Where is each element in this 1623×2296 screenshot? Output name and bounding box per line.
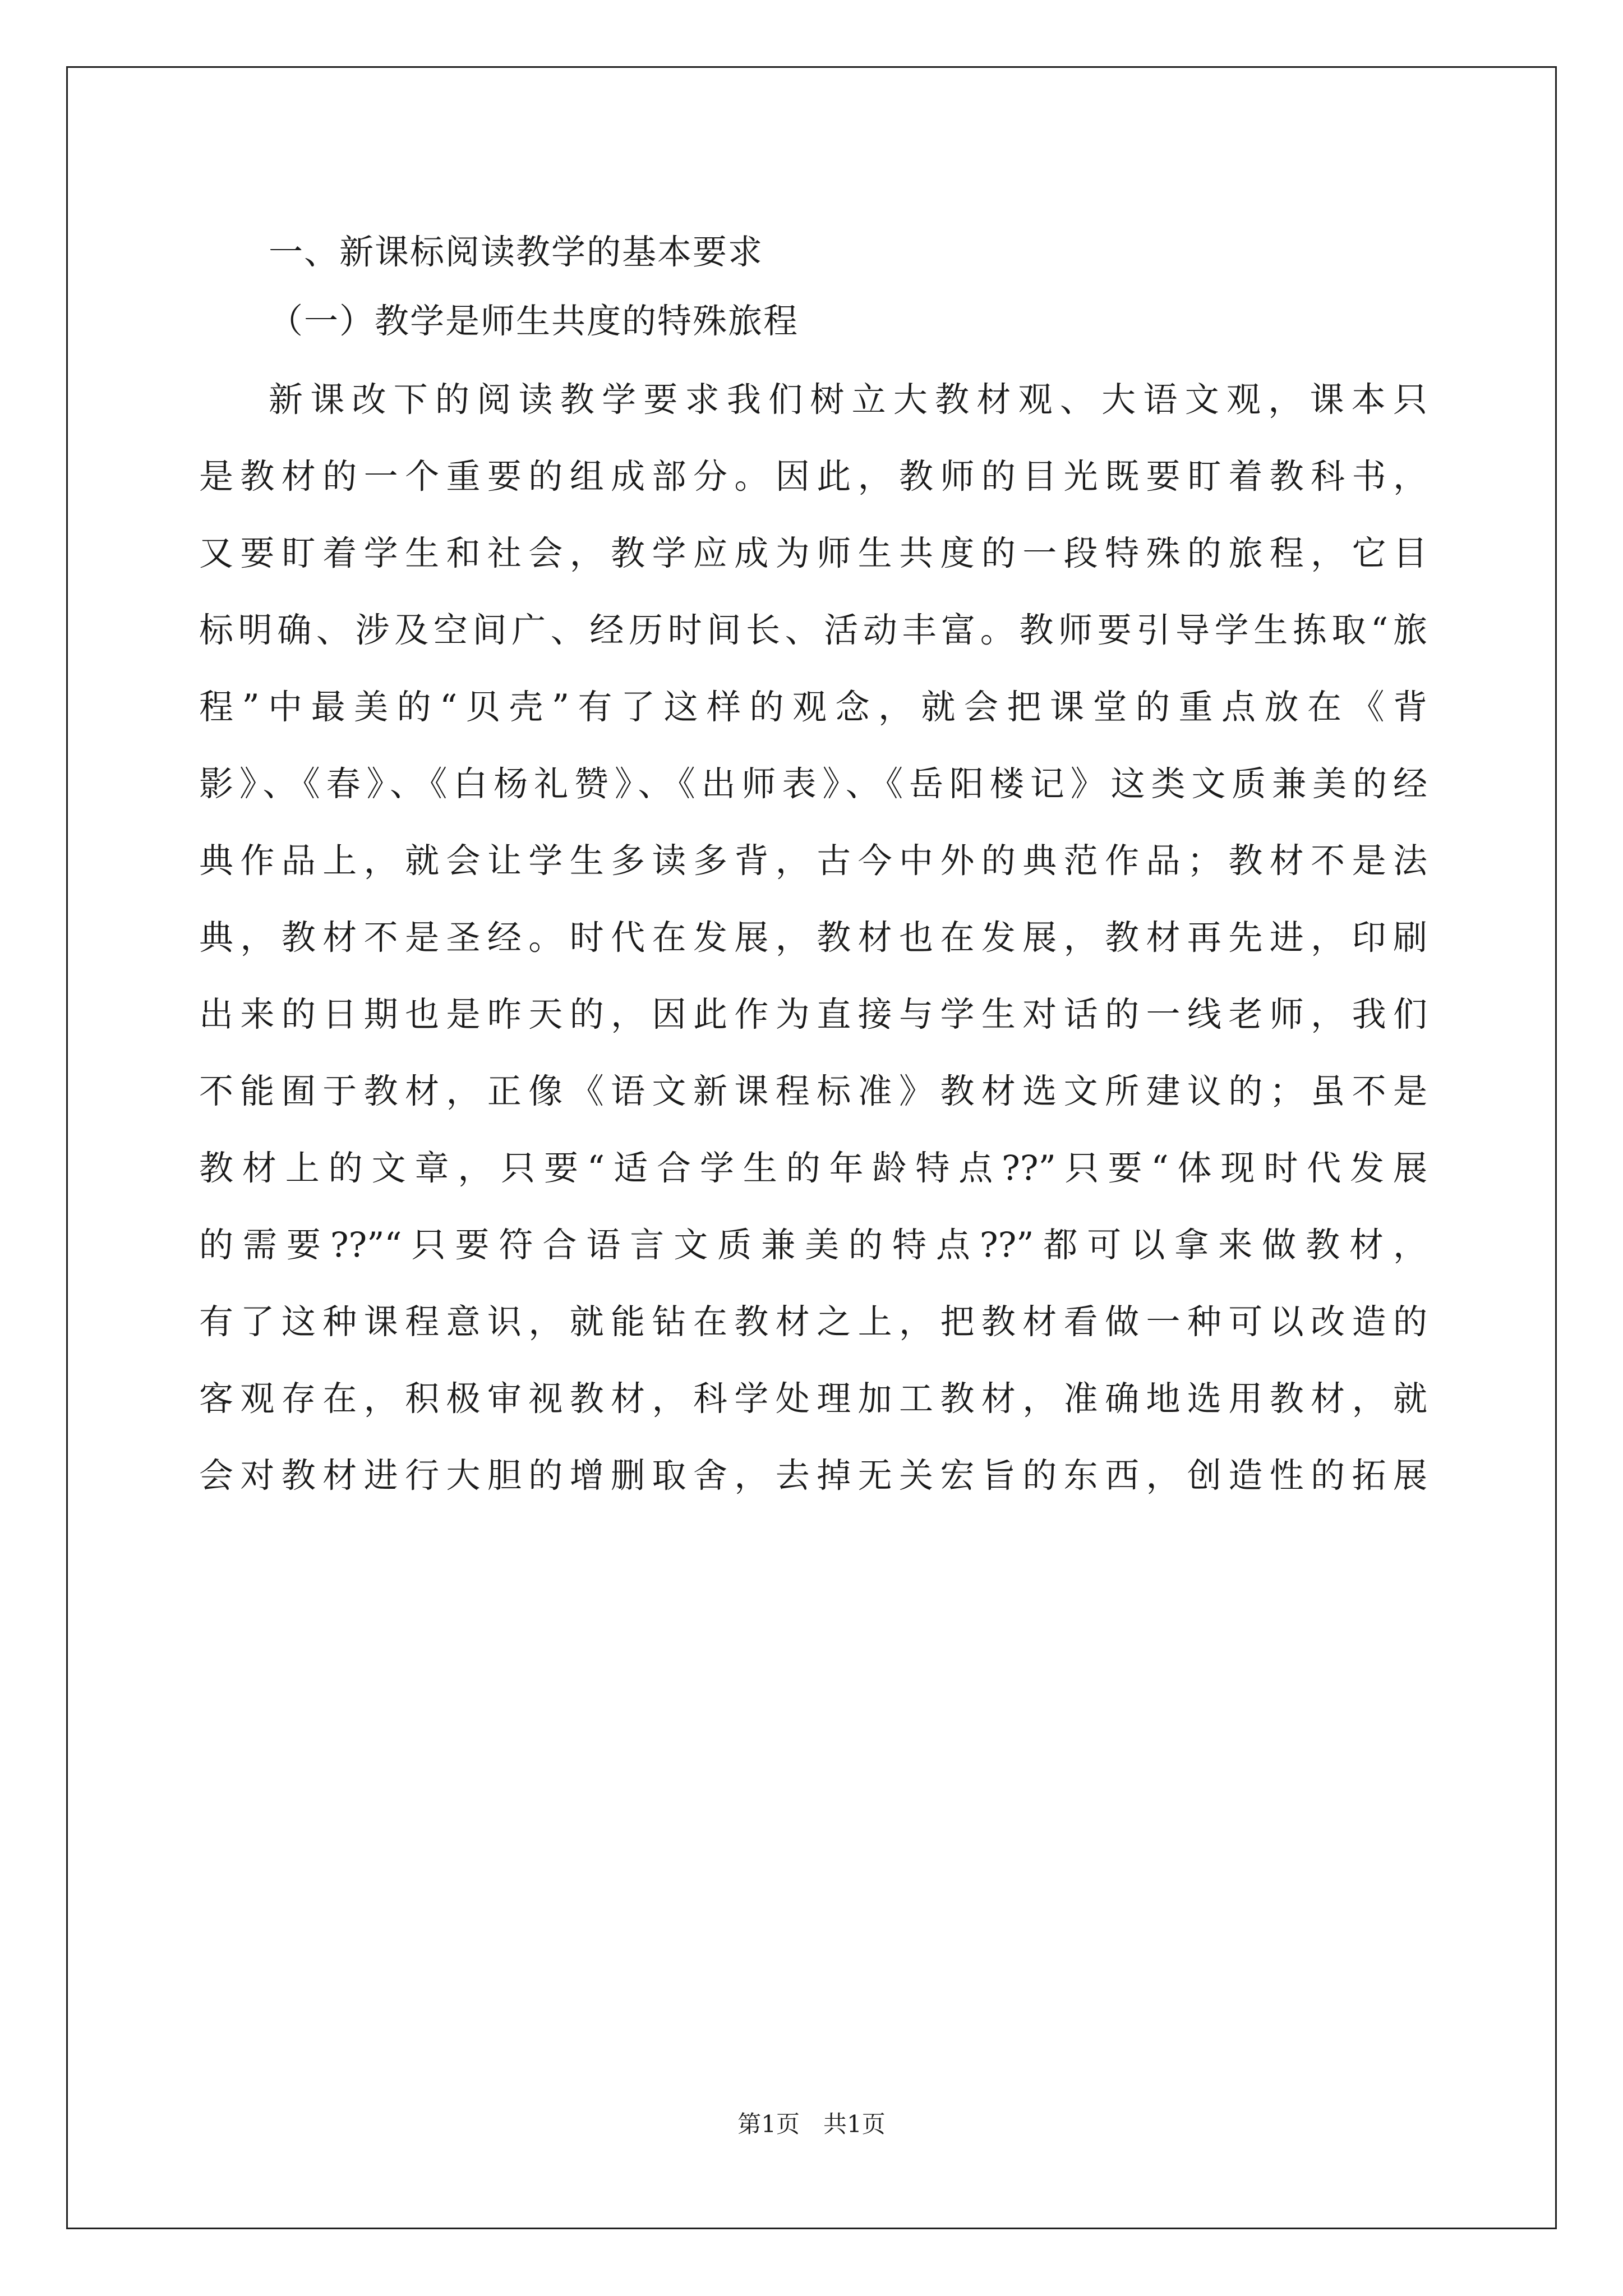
paragraph-line: 出来的日期也是昨天的，因此作为直接与学生对话的一线老师，我们: [199, 995, 1427, 1034]
paragraph-line: 不能囿于教材，正像《语文新课程标准》教材选文所建议的；虽不是: [199, 1071, 1427, 1111]
paragraph: [199, 361, 1427, 1514]
section-heading: 一、新课标阅读教学的基本要求: [269, 232, 764, 272]
paragraph-line: 有了这种课程意识，就能钻在教材之上，把教材看做一种可以改造的: [199, 1302, 1427, 1342]
paragraph-line: 典作品上，就会让学生多读多背，古今中外的典范作品；教材不是法: [199, 841, 1427, 881]
paragraph-line: 教材上的文章，只要“适合学生的年龄特点??”只要“体现时代发展: [199, 1148, 1427, 1188]
page-number-footer: 第1页 共1页: [737, 2110, 886, 2138]
paragraph-line: 的需要??”“只要符合语言文质兼美的特点??”都可以拿来做教材，: [199, 1225, 1427, 1265]
paragraph-line: 新课改下的阅读教学要求我们树立大教材观、大语文观，课本只: [269, 380, 1427, 420]
paragraph-line: 是教材的一个重要的组成部分。因此，教师的目光既要盯着教科书，: [199, 457, 1427, 496]
paragraph-line: 影》、《春》、《白杨礼赞》、《出师表》、《岳阳楼记》这类文质兼美的经: [199, 764, 1427, 804]
paragraph-line: 又要盯着学生和社会，教学应成为师生共度的一段特殊的旅程，它目: [199, 533, 1427, 573]
paragraph-line: 典，教材不是圣经。时代在发展，教材也在发展，教材再先进，印刷: [199, 918, 1427, 958]
paragraph-line: 标明确、涉及空间广、经历时间长、活动丰富。教师要引导学生拣取“旅: [199, 610, 1427, 650]
paragraph-line: 会对教材进行大胆的增删取舍，去掉无关宏旨的东西，创造性的拓展: [199, 1456, 1427, 1496]
paragraph-line: 客观存在，积极审视教材，科学处理加工教材，准确地选用教材，就: [199, 1379, 1427, 1419]
subsection-heading: （一）教学是师生共度的特殊旅程: [269, 301, 799, 341]
document-body: [199, 218, 1427, 1514]
paragraph-line: 程”中最美的“贝壳”有了这样的观念，就会把课堂的重点放在《背: [199, 687, 1427, 727]
